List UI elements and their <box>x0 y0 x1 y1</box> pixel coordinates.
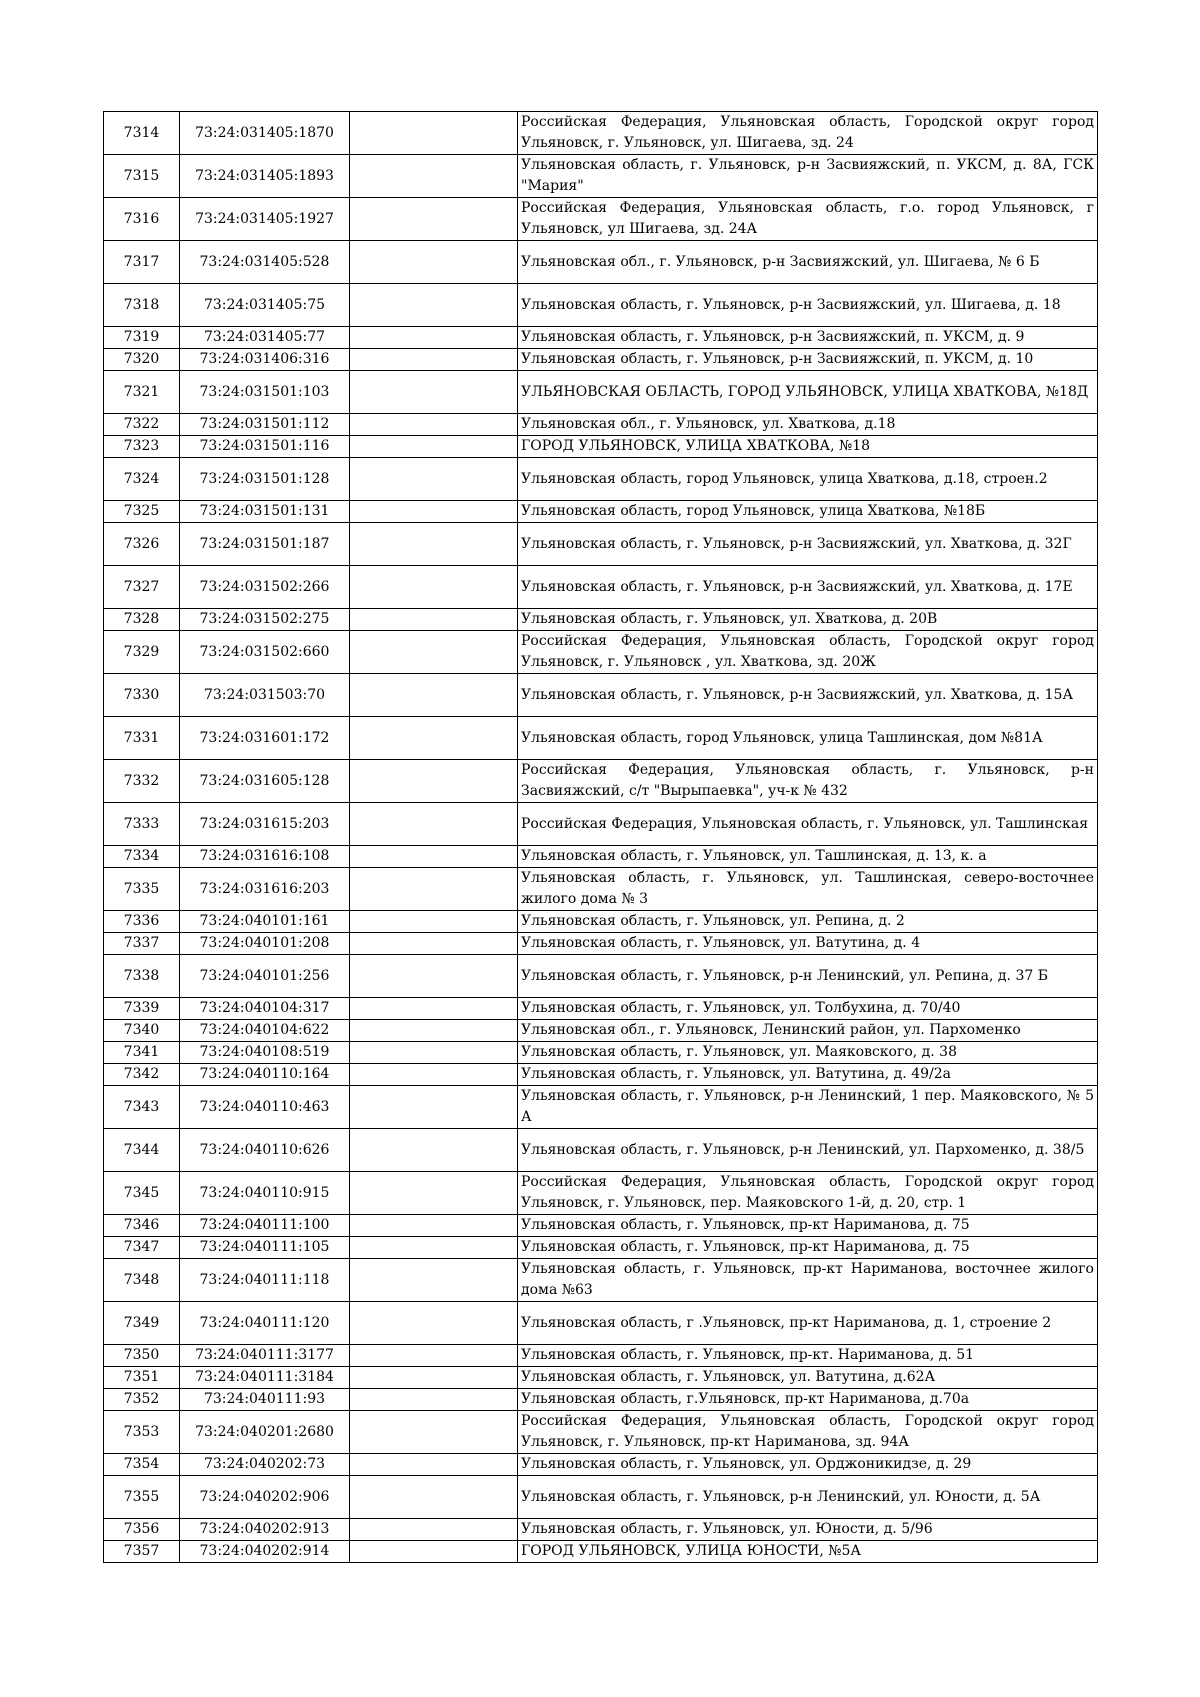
row-number-cell: 7323 <box>104 436 180 458</box>
table-row <box>104 198 1098 241</box>
empty-cell <box>350 112 518 155</box>
empty-cell <box>350 1086 518 1129</box>
empty-cell <box>350 933 518 955</box>
cadastral-number-cell: 73:24:040101:256 <box>180 955 350 998</box>
empty-cell <box>350 674 518 717</box>
row-number-cell: 7325 <box>104 501 180 523</box>
cadastral-number-cell: 73:24:031615:203 <box>180 803 350 846</box>
cadastral-number-cell: 73:24:040110:626 <box>180 1129 350 1172</box>
cadastral-number-cell: 73:24:031502:660 <box>180 631 350 674</box>
cadastral-number-cell: 73:24:031501:116 <box>180 436 350 458</box>
row-number-cell: 7333 <box>104 803 180 846</box>
row-number-cell: 7322 <box>104 414 180 436</box>
empty-cell <box>350 284 518 327</box>
row-number-cell: 7349 <box>104 1302 180 1345</box>
table-row <box>104 1476 1098 1519</box>
empty-cell <box>350 911 518 933</box>
document-page <box>103 111 1098 1563</box>
empty-cell <box>350 1367 518 1389</box>
address-cell: Ульяновская область, г. Ульяновск, р-н Ленинский, ул. Репина, д. 37 Б <box>518 955 1098 998</box>
empty-cell <box>350 566 518 609</box>
cadastral-number-cell: 73:24:040201:2680 <box>180 1411 350 1454</box>
address-cell: Ульяновская обл., г. Ульяновск, ул. Хваткова, д.18 <box>518 414 1098 436</box>
empty-cell <box>350 523 518 566</box>
row-number-cell: 7353 <box>104 1411 180 1454</box>
table-row <box>104 868 1098 911</box>
table-row <box>104 1411 1098 1454</box>
cadastral-number-cell: 73:24:040111:93 <box>180 1389 350 1411</box>
table-row <box>104 155 1098 198</box>
row-number-cell: 7315 <box>104 155 180 198</box>
empty-cell <box>350 998 518 1020</box>
address-cell: Российская Федерация, Ульяновская область, Городской округ город Ульяновск, г. Ульяновск, пр-кт Нариманова, зд. 94А <box>518 1411 1098 1454</box>
address-cell: Ульяновская обл., г. Ульяновск, Ленинский район, ул. Пархоменко <box>518 1020 1098 1042</box>
address-cell: Ульяновская область, г. Ульяновск, ул. Хваткова, д. 20В <box>518 609 1098 631</box>
empty-cell <box>350 760 518 803</box>
row-number-cell: 7327 <box>104 566 180 609</box>
cadastral-number-cell: 73:24:031503:70 <box>180 674 350 717</box>
table-row <box>104 523 1098 566</box>
table-row <box>104 1541 1098 1563</box>
table-row <box>104 1064 1098 1086</box>
cadastral-number-cell: 73:24:040110:164 <box>180 1064 350 1086</box>
empty-cell <box>350 155 518 198</box>
row-number-cell: 7331 <box>104 717 180 760</box>
address-cell: Ульяновская область, г. Ульяновск, пр-кт Нариманова, восточнее жилого дома №63 <box>518 1259 1098 1302</box>
cadastral-number-cell: 73:24:031616:203 <box>180 868 350 911</box>
empty-cell <box>350 1476 518 1519</box>
row-number-cell: 7337 <box>104 933 180 955</box>
address-cell: Ульяновская область, г. Ульяновск, р-н Засвияжский, п. УКСМ, д. 9 <box>518 327 1098 349</box>
table-row <box>104 998 1098 1020</box>
empty-cell <box>350 1411 518 1454</box>
cadastral-number-cell: 73:24:040111:3184 <box>180 1367 350 1389</box>
table-row <box>104 1454 1098 1476</box>
row-number-cell: 7351 <box>104 1367 180 1389</box>
cadastral-number-cell: 73:24:040111:105 <box>180 1237 350 1259</box>
address-cell: Российская Федерация, Ульяновская область, Городской округ город Ульяновск, г. Ульяновск , ул. Хваткова, зд. 20Ж <box>518 631 1098 674</box>
address-cell: Ульяновская область, г. Ульяновск, пр-кт Нариманова, д. 75 <box>518 1237 1098 1259</box>
cadastral-number-cell: 73:24:040111:118 <box>180 1259 350 1302</box>
row-number-cell: 7320 <box>104 349 180 371</box>
table-row <box>104 1519 1098 1541</box>
row-number-cell: 7342 <box>104 1064 180 1086</box>
empty-cell <box>350 349 518 371</box>
table-row <box>104 436 1098 458</box>
empty-cell <box>350 1064 518 1086</box>
registry-body <box>104 112 1098 1563</box>
empty-cell <box>350 1454 518 1476</box>
row-number-cell: 7357 <box>104 1541 180 1563</box>
empty-cell <box>350 1541 518 1563</box>
cadastral-number-cell: 73:24:031405:1927 <box>180 198 350 241</box>
cadastral-number-cell: 73:24:040202:914 <box>180 1541 350 1563</box>
table-row <box>104 501 1098 523</box>
table-row <box>104 414 1098 436</box>
row-number-cell: 7321 <box>104 371 180 414</box>
cadastral-number-cell: 73:24:031405:75 <box>180 284 350 327</box>
empty-cell <box>350 458 518 501</box>
empty-cell <box>350 1237 518 1259</box>
cadastral-number-cell: 73:24:040101:161 <box>180 911 350 933</box>
address-cell: ГОРОД УЛЬЯНОВСК, УЛИЦА ХВАТКОВА, №18 <box>518 436 1098 458</box>
cadastral-number-cell: 73:24:031501:187 <box>180 523 350 566</box>
cadastral-number-cell: 73:24:031605:128 <box>180 760 350 803</box>
address-cell: Ульяновская область, г.Ульяновск, пр-кт Нариманова, д.70а <box>518 1389 1098 1411</box>
address-cell: Российская Федерация, Ульяновская область, г. Ульяновск, ул. Ташлинская <box>518 803 1098 846</box>
cadastral-number-cell: 73:24:031501:103 <box>180 371 350 414</box>
table-row <box>104 241 1098 284</box>
address-cell: Ульяновская область, г. Ульяновск, р-н Ленинский, 1 пер. Маяковского, № 5 А <box>518 1086 1098 1129</box>
empty-cell <box>350 414 518 436</box>
row-number-cell: 7328 <box>104 609 180 631</box>
cadastral-number-cell: 73:24:031502:275 <box>180 609 350 631</box>
row-number-cell: 7345 <box>104 1172 180 1215</box>
empty-cell <box>350 436 518 458</box>
address-cell: Ульяновская область, г. Ульяновск, пр-кт. Нариманова, д. 51 <box>518 1345 1098 1367</box>
row-number-cell: 7350 <box>104 1345 180 1367</box>
address-cell: Ульяновская область, г. Ульяновск, ул. Ватутина, д.62А <box>518 1367 1098 1389</box>
address-cell: Ульяновская область, город Ульяновск, улица Ташлинская, дом №81А <box>518 717 1098 760</box>
empty-cell <box>350 1389 518 1411</box>
row-number-cell: 7348 <box>104 1259 180 1302</box>
empty-cell <box>350 1042 518 1064</box>
empty-cell <box>350 1020 518 1042</box>
table-row <box>104 674 1098 717</box>
cadastral-number-cell: 73:24:040108:519 <box>180 1042 350 1064</box>
empty-cell <box>350 501 518 523</box>
table-row <box>104 609 1098 631</box>
row-number-cell: 7330 <box>104 674 180 717</box>
empty-cell <box>350 1345 518 1367</box>
row-number-cell: 7343 <box>104 1086 180 1129</box>
cadastral-number-cell: 73:24:040110:463 <box>180 1086 350 1129</box>
row-number-cell: 7355 <box>104 1476 180 1519</box>
table-row <box>104 1215 1098 1237</box>
address-cell: Ульяновская область, г. Ульяновск, р-н Засвияжский, ул. Хваткова, д. 17Е <box>518 566 1098 609</box>
empty-cell <box>350 1129 518 1172</box>
cadastral-number-cell: 73:24:031501:131 <box>180 501 350 523</box>
address-cell: Российская Федерация, Ульяновская область, Городской округ город Ульяновск, г. Ульяновск, пер. Маяковского 1-й, д. 20, стр. 1 <box>518 1172 1098 1215</box>
address-cell: Ульяновская область, г. Ульяновск, пр-кт Нариманова, д. 75 <box>518 1215 1098 1237</box>
cadastral-number-cell: 73:24:031616:108 <box>180 846 350 868</box>
row-number-cell: 7340 <box>104 1020 180 1042</box>
cadastral-number-cell: 73:24:040110:915 <box>180 1172 350 1215</box>
table-row <box>104 1042 1098 1064</box>
address-cell: Ульяновская область, г. Ульяновск, р-н Засвияжский, ул. Шигаева, д. 18 <box>518 284 1098 327</box>
address-cell: Ульяновская область, г. Ульяновск, ул. Ташлинская, д. 13, к. а <box>518 846 1098 868</box>
cadastral-number-cell: 73:24:031405:1893 <box>180 155 350 198</box>
table-row <box>104 349 1098 371</box>
table-row <box>104 1020 1098 1042</box>
empty-cell <box>350 609 518 631</box>
table-row <box>104 803 1098 846</box>
empty-cell <box>350 1259 518 1302</box>
row-number-cell: 7354 <box>104 1454 180 1476</box>
table-row <box>104 327 1098 349</box>
address-cell: Ульяновская область, г. Ульяновск, р-н Засвияжский, п. УКСМ, д. 10 <box>518 349 1098 371</box>
cadastral-number-cell: 73:24:031405:528 <box>180 241 350 284</box>
empty-cell <box>350 717 518 760</box>
address-cell: Ульяновская область, г. Ульяновск, ул. Ташлинская, северо-восточнее жилого дома № 3 <box>518 868 1098 911</box>
table-row <box>104 458 1098 501</box>
address-cell: Российская Федерация, Ульяновская область, г.о. город Ульяновск, г Ульяновск, ул Шигаева, зд. 24А <box>518 198 1098 241</box>
empty-cell <box>350 198 518 241</box>
table-row <box>104 1389 1098 1411</box>
table-row <box>104 760 1098 803</box>
row-number-cell: 7318 <box>104 284 180 327</box>
table-row <box>104 1367 1098 1389</box>
row-number-cell: 7334 <box>104 846 180 868</box>
address-cell: УЛЬЯНОВСКАЯ ОБЛАСТЬ, ГОРОД УЛЬЯНОВСК, УЛИЦА ХВАТКОВА, №18Д <box>518 371 1098 414</box>
address-cell: Ульяновская область, г. Ульяновск, ул. Ватутина, д. 4 <box>518 933 1098 955</box>
row-number-cell: 7338 <box>104 955 180 998</box>
address-cell: Ульяновская область, г. Ульяновск, ул. Юности, д. 5/96 <box>518 1519 1098 1541</box>
address-cell: Ульяновская область, г. Ульяновск, р-н Засвияжский, п. УКСМ, д. 8А, ГСК "Мария" <box>518 155 1098 198</box>
empty-cell <box>350 631 518 674</box>
table-row <box>104 566 1098 609</box>
table-row <box>104 911 1098 933</box>
table-row <box>104 955 1098 998</box>
cadastral-number-cell: 73:24:031501:112 <box>180 414 350 436</box>
row-number-cell: 7344 <box>104 1129 180 1172</box>
row-number-cell: 7329 <box>104 631 180 674</box>
address-cell: Ульяновская область, г. Ульяновск, р-н Засвияжский, ул. Хваткова, д. 32Г <box>518 523 1098 566</box>
table-row <box>104 112 1098 155</box>
empty-cell <box>350 803 518 846</box>
row-number-cell: 7352 <box>104 1389 180 1411</box>
table-row <box>104 1086 1098 1129</box>
row-number-cell: 7356 <box>104 1519 180 1541</box>
cadastral-number-cell: 73:24:031601:172 <box>180 717 350 760</box>
empty-cell <box>350 868 518 911</box>
cadastral-number-cell: 73:24:031405:1870 <box>180 112 350 155</box>
address-cell: Российская Федерация, Ульяновская область, г. Ульяновск, р-н Засвияжский, с/т "Вырыпаевка", уч-к № 432 <box>518 760 1098 803</box>
address-cell: Ульяновская область, город Ульяновск, улица Хваткова, д.18, строен.2 <box>518 458 1098 501</box>
row-number-cell: 7336 <box>104 911 180 933</box>
cadastral-number-cell: 73:24:031501:128 <box>180 458 350 501</box>
address-cell: Ульяновская область, г. Ульяновск, ул. Маяковского, д. 38 <box>518 1042 1098 1064</box>
row-number-cell: 7319 <box>104 327 180 349</box>
empty-cell <box>350 1172 518 1215</box>
address-cell: Ульяновская область, г. Ульяновск, р-н Ленинский, ул. Юности, д. 5А <box>518 1476 1098 1519</box>
address-cell: Ульяновская область, г .Ульяновск, пр-кт Нариманова, д. 1, строение 2 <box>518 1302 1098 1345</box>
address-cell: Ульяновская область, г. Ульяновск, ул. Орджоникидзе, д. 29 <box>518 1454 1098 1476</box>
table-row <box>104 1345 1098 1367</box>
row-number-cell: 7341 <box>104 1042 180 1064</box>
cadastral-number-cell: 73:24:040111:120 <box>180 1302 350 1345</box>
address-cell: Ульяновская область, город Ульяновск, улица Хваткова, №18Б <box>518 501 1098 523</box>
cadastral-number-cell: 73:24:040104:622 <box>180 1020 350 1042</box>
row-number-cell: 7339 <box>104 998 180 1020</box>
address-cell: Ульяновская область, г. Ульяновск, ул. Ватутина, д. 49/2а <box>518 1064 1098 1086</box>
table-row <box>104 631 1098 674</box>
table-row <box>104 1302 1098 1345</box>
empty-cell <box>350 371 518 414</box>
cadastral-number-cell: 73:24:031406:316 <box>180 349 350 371</box>
cadastral-number-cell: 73:24:040104:317 <box>180 998 350 1020</box>
address-cell: Российская Федерация, Ульяновская область, Городской округ город Ульяновск, г. Ульяновск, ул. Шигаева, зд. 24 <box>518 112 1098 155</box>
table-row <box>104 846 1098 868</box>
row-number-cell: 7314 <box>104 112 180 155</box>
table-row <box>104 1237 1098 1259</box>
address-cell: Ульяновская обл., г. Ульяновск, р-н Засвияжский, ул. Шигаева, № 6 Б <box>518 241 1098 284</box>
cadastral-number-cell: 73:24:040202:906 <box>180 1476 350 1519</box>
address-cell: Ульяновская область, г. Ульяновск, ул. Репина, д. 2 <box>518 911 1098 933</box>
cadastral-number-cell: 73:24:040202:73 <box>180 1454 350 1476</box>
row-number-cell: 7332 <box>104 760 180 803</box>
cadastral-number-cell: 73:24:040202:913 <box>180 1519 350 1541</box>
table-row <box>104 1259 1098 1302</box>
empty-cell <box>350 846 518 868</box>
table-row <box>104 1172 1098 1215</box>
cadastral-number-cell: 73:24:040111:100 <box>180 1215 350 1237</box>
row-number-cell: 7324 <box>104 458 180 501</box>
cadastral-number-cell: 73:24:031502:266 <box>180 566 350 609</box>
table-row <box>104 1129 1098 1172</box>
row-number-cell: 7335 <box>104 868 180 911</box>
table-row <box>104 371 1098 414</box>
address-cell: Ульяновская область, г. Ульяновск, р-н Засвияжский, ул. Хваткова, д. 15А <box>518 674 1098 717</box>
row-number-cell: 7347 <box>104 1237 180 1259</box>
row-number-cell: 7316 <box>104 198 180 241</box>
empty-cell <box>350 1302 518 1345</box>
address-cell: Ульяновская область, г. Ульяновск, ул. Толбухина, д. 70/40 <box>518 998 1098 1020</box>
empty-cell <box>350 1519 518 1541</box>
row-number-cell: 7346 <box>104 1215 180 1237</box>
cadastral-number-cell: 73:24:031405:77 <box>180 327 350 349</box>
empty-cell <box>350 327 518 349</box>
cadastral-number-cell: 73:24:040101:208 <box>180 933 350 955</box>
empty-cell <box>350 955 518 998</box>
property-registry-table <box>103 111 1098 1563</box>
address-cell: Ульяновская область, г. Ульяновск, р-н Ленинский, ул. Пархоменко, д. 38/5 <box>518 1129 1098 1172</box>
table-row <box>104 284 1098 327</box>
empty-cell <box>350 241 518 284</box>
address-cell: ГОРОД УЛЬЯНОВСК, УЛИЦА ЮНОСТИ, №5А <box>518 1541 1098 1563</box>
cadastral-number-cell: 73:24:040111:3177 <box>180 1345 350 1367</box>
table-row <box>104 717 1098 760</box>
table-row <box>104 933 1098 955</box>
row-number-cell: 7326 <box>104 523 180 566</box>
row-number-cell: 7317 <box>104 241 180 284</box>
empty-cell <box>350 1215 518 1237</box>
